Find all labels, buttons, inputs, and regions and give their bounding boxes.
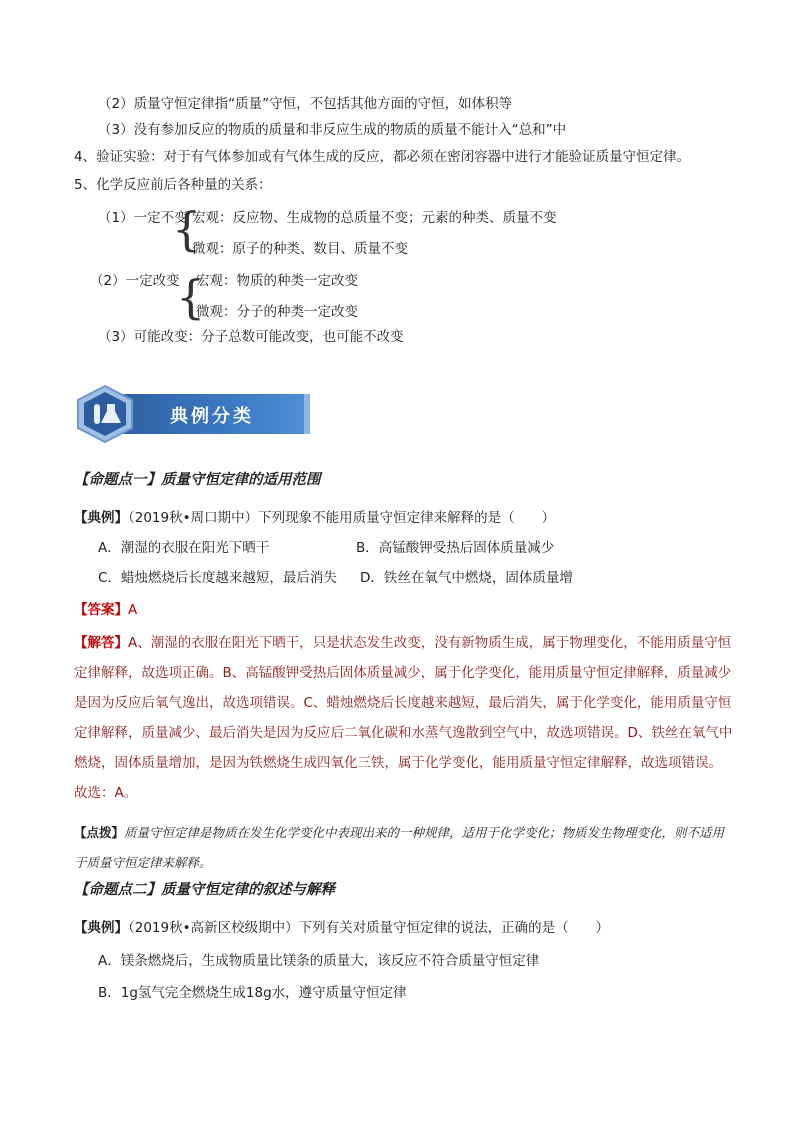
tip-tag: 【点拨】 xyxy=(74,825,125,840)
analysis-tag: 【解答】 xyxy=(74,635,128,651)
brace-1: { xyxy=(172,202,202,256)
topic-1-question xyxy=(74,508,555,528)
option-c: C．蜡烛燃烧后长度越来越短，最后消失 xyxy=(98,570,337,586)
relation-1-macro: 宏观：反应物、生成物的总质量不变；元素的种类、质量不变 xyxy=(192,210,557,226)
option-b-2: B．1g氢气完全燃烧生成18g水，遵守质量守恒定律 xyxy=(98,985,407,1001)
brace-2: { xyxy=(176,270,206,324)
answer-line xyxy=(74,600,137,620)
question-text-2: （2019秋•高新区校级期中）下列有关对质量守恒定律的说法，正确的是（ ） xyxy=(128,920,610,936)
relation-2-macro: 宏观：物质的种类一定改变 xyxy=(196,273,358,289)
example-tag-2: 【典例】 xyxy=(74,920,128,936)
banner-title: 典例分类 xyxy=(170,406,254,427)
option-a-2: A．镁条燃烧后，生成物质量比镁条的质量大，该反应不符合质量守恒定律 xyxy=(98,953,540,969)
tip-block xyxy=(74,818,734,878)
topic-2-question xyxy=(74,918,609,938)
relation-2-label: （2）一定改变 xyxy=(90,273,180,289)
verification-experiment: 4、验证实验：对于有气体参加或有气体生成的反应，都必须在密闭容器中进行才能验证质量守恒定律。 xyxy=(74,149,691,165)
topic-2-heading: 【命题点二】质量守恒定律的叙述与解释 xyxy=(74,881,335,898)
relation-2-micro: 微观：分子的种类一定改变 xyxy=(196,304,358,320)
question-text: （2019秋•周口期中）下列现象不能用质量守恒定律来解释的是（ ） xyxy=(128,510,556,526)
example-tag: 【典例】 xyxy=(74,510,128,526)
tip-text: 质量守恒定律是物质在发生化学变化中表现出来的一种规律，适用于化学变化；物质发生物理变化，则不适用于质量守恒定律来解释。 xyxy=(74,825,725,870)
relation-1-micro: 微观：原子的种类、数目、质量不变 xyxy=(192,241,408,257)
answer-value: A xyxy=(128,602,138,618)
analysis-block xyxy=(74,628,734,808)
relation-heading: 5、化学反应前后各种量的关系： xyxy=(74,177,272,193)
flask-icon xyxy=(74,384,136,444)
intro-line-3: （3）没有参加反应的物质的质量和非反应生成的物质的质量不能计入“总和”中 xyxy=(98,122,567,138)
relation-3: （3）可能改变：分子总数可能改变，也可能不改变 xyxy=(98,329,404,345)
topic-1-heading: 【命题点一】质量守恒定律的适用范围 xyxy=(74,471,321,488)
analysis-text: A、潮湿的衣服在阳光下晒干，只是状态发生改变，没有新物质生成，属于物理变化，不能用质量守恒定律解释，故选项正确。B、高锰酸钾受热后固体质量减少，属于化学变化，能用质量守恒定律解释，质量减少是因为反应后氧气逸出，故选项错误。C、蜡烛燃烧后长度越来越短，最后消失，属于化学变化，能用质量守恒定律解释，质量减少、最后消失是因为反应后二氧化碳和水蒸气逸散到空气中，故选项错误。D、铁丝在氧气中燃烧，固体质量增加，是因为铁燃烧生成四氧化三铁，属于化学变化，能用质量守恒定律解释，故选项错误。故选：A。 xyxy=(74,635,733,801)
relation-1-label: （1）一定不变 xyxy=(98,210,188,226)
answer-tag: 【答案】 xyxy=(74,602,128,618)
option-a: A．潮湿的衣服在阳光下晒干 xyxy=(98,540,270,556)
intro-line-2: （2）质量守恒定律指“质量”守恒，不包括其他方面的守恒，如体积等 xyxy=(98,96,513,112)
option-b: B．高锰酸钾受热后固体质量减少 xyxy=(356,540,555,556)
section-banner xyxy=(74,384,310,440)
option-d: D．铁丝在氧气中燃烧，固体质量增 xyxy=(360,570,573,586)
